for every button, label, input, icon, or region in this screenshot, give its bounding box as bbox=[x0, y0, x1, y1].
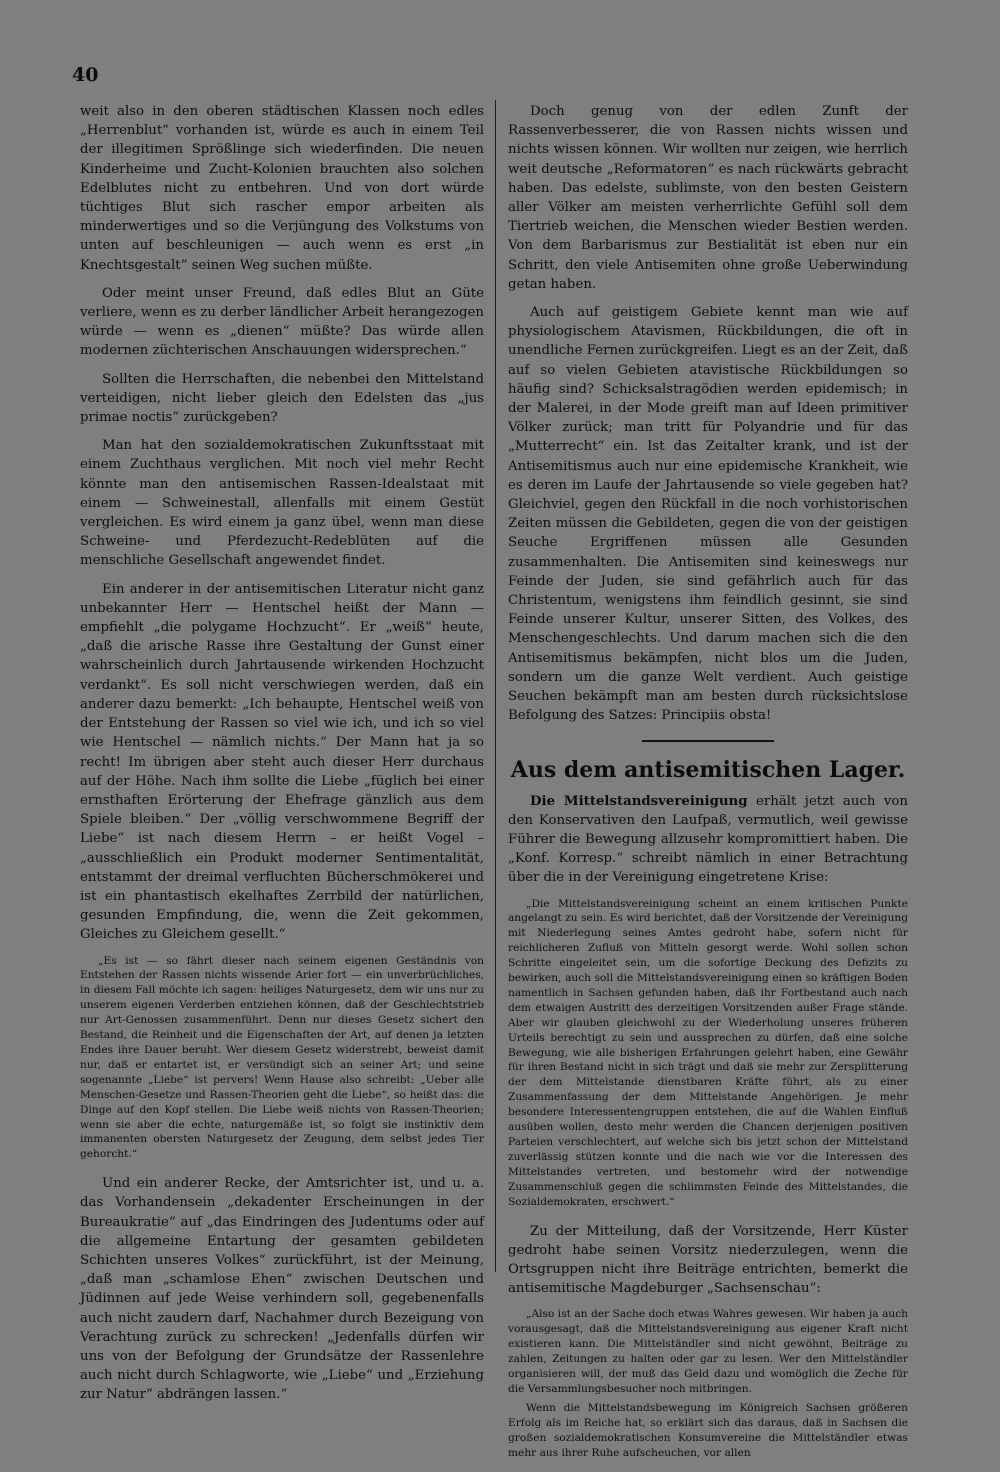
page-number: 40 bbox=[72, 64, 99, 86]
section-heading: Aus dem antisemitischen Lager. bbox=[510, 756, 906, 783]
paragraph: Sollten die Herrschaften, die nebenbei den Mittelstand verteidigen, nicht lieber gleich den Edelsten das „jus primae noctis“ zurückgeben? bbox=[80, 371, 484, 426]
block-quote: „Also ist an der Sache doch etwas Wahres gewesen. Wir haben ja auch vorausgesagt, daß die Mittelstandsvereinigung aus eigener Kraft nicht existieren kann. Die Mittelständler sind nicht gewöhnt, Beiträge zu zahlen, Zeitungen zu halten oder gar zu lesen. Wer den Mittelständler organisieren will, der muß das Geld dazu und womöglich die Zeche für die Versammlungsbesucher noch mitbringen. bbox=[508, 1308, 908, 1395]
lead-paragraph bbox=[508, 792, 908, 888]
paragraph: Und ein anderer Recke, der Amtsrichter ist, und u. a. das Vorhandensein „dekadenter Erscheinungen in der Bureaukratie“ auf „das Eindringen des Judentums oder auf die allgemeine Entartung der gesamten gebildeten Schichten unseres Volkes“ zurückführt, ist der Meinung, „daß man „schamlose Ehen“ zwischen Deutschen und Jüdinnen auf jede Weise verhindern soll, gegebenenfalls auch nicht zaudern darf, Nachahmer durch Bezeigung von Verachtung zurück zu schrecken! „Jedenfalls dürfen wir uns von der Befolgung der Grundsätze der Rassenlehre auch nicht durch Schlagworte, wie „Liebe“ und „Erziehung zur Natur“ abdrängen lassen.“ bbox=[80, 1176, 484, 1403]
paragraph: Oder meint unser Freund, daß edles Blut an Güte verliere, wenn es zu derber ländlicher Arbeit herangezogen würde — wenn es „dienen“ müßte? Das würde allen modernen züchterischen Anschauungen widersprechen.“ bbox=[80, 285, 484, 359]
section-divider bbox=[642, 740, 774, 742]
paragraph: Auch auf geistigem Gebiete kennt man wie auf physiologischem Atavismen, Rückbildungen, die oft in unendliche Fernen zurückgreifen. Liegt es an der Zeit, daß auf so vielen Gebieten atavistische Rückbildungen so häufig sind? Schicksalstragödien werden epidemisch; in der Malerei, in der Mode greift man auf Ideen primitiver Völker zurück; man tritt für Polyandrie und für das „Mutterrecht“ ein. Ist das Zeitalter krank, und ist der Antisemitismus auch nur eine epidemische Krankheit, wie es deren im Laufe der Jahrtausende so viele gegeben hat? Gleichviel, gegen den Rückfall in die noch vorhistorischen Zeiten müssen die Gebildeten, gegen die von der geistigen Seuche Ergriffenen müssen alle Gesunden zusammenhalten. Die Antisemiten sind keineswegs nur Feinde der Juden, sie sind gefährlich auch für das Christentum, wenigstens ihm feindlich gesinnt, sie sind Feinde unserer Kultur, unserer Sitten, des Volkes, des Menschengeschlechts. Und darum machen sich die den Antisemitismus bekämpfen, nicht blos um die Juden, sondern um die ganze Welt verdient. Auch geistige Seuchen bekämpft man am besten durch rücksichtslose Befolgung des Satzes: Principiis obsta! bbox=[508, 305, 908, 724]
block-quote: Wenn die Mittelstandsbewegung im Königreich Sachsen größeren Erfolg als im Reiche hat, so erklärt sich das daraus, daß in Sachsen die großen sozialdemokratischen Konsumvereine die Mittelständler etwas mehr aus ihrer Ruhe aufscheuchen, vor allen bbox=[508, 1401, 908, 1459]
paragraph: Doch genug von der edlen Zunft der Rassenverbesserer, die von Rassen nichts wissen und nichts wissen können. Wir wollten nur zeigen, wie herrlich weit deutsche „Reformatoren“ es nach rückwärts gebracht haben. Das edelste, sublimste, von den besten Geistern aller Völker am meisten verherrlichte Gefühl soll dem Tiertrieb weichen, die Menschen wieder Bestien werden. Von dem Barbarismus zur Bestialität ist eben nur ein Schritt, den viele Antisemiten ohne große Ueberwindung getan haben. bbox=[508, 104, 908, 292]
left-column bbox=[80, 102, 484, 1414]
paragraph: Ein anderer in der antisemitischen Literatur nicht ganz unbekannter Herr — Hentschel heißt der Mann — empfiehlt „die polygame Hochzucht“. Er „weiß“ heute, „daß die arische Rasse ihre Gestaltung der Gunst einer wahrscheinlich durch Jahrtausende wirkenden Hochzucht verdankt“. Es soll nicht verschwiegen werden, daß ein anderer dazu bemerkt: „Ich behaupte, Hentschel weiß von der Entstehung der Rassen so viel wie ich, und ich so viel wie Hentschel — nämlich nichts.“ Der Mann hat ja so recht! Im übrigen aber steht auch dieser Herr durchaus auf der Höhe. Nach ihm sollte die Liebe „füglich bei einer ernsthaften Erörterung der Ehefrage gänzlich aus dem Spiele bleiben.“ Der „völlig verschwommene Begriff der Liebe“ ist nach diesem Herrn – er heißt Vogel – „ausschließlich ein Produkt moderner Sentimentalität, entstammt der dreimal verfluchten Bücherschmökerei und ist ein phantastisch ekelhaftes Zerrbild der natürlichen, gesunden Empfindung, die, wenn die Zeit gekommen, Gleiches zu Gleichem gesellt.“ bbox=[80, 581, 484, 943]
paragraph: weit also in den oberen städtischen Klassen noch edles „Herrenblut“ vorhanden ist, würde es auch in einem Teil der illegitimen Sprößlinge sich wiederfinden. Die neuen Kinderheime und Zucht-Kolonien brauchten also solchen Edelblutes nicht zu entbehren. Und von dort würde tüchtiges Blut sich rascher empor arbeiten als minderwertiges und so die Verjüngung des Volkstums von unten auf beschleunigen — auch wenn es erst „in Knechtsgestalt“ seinen Weg suchen müßte. bbox=[80, 104, 484, 273]
paragraph: Man hat den sozialdemokratischen Zukunftsstaat mit einem Zuchthaus verglichen. Mit noch viel mehr Recht könnte man den antisemischen Rassen-Idealstaat mit einem — Schweinestall, allenfalls mit einem Gestüt vergleichen. Es wird einem ja ganz übel, wenn man diese Schweine- und Pferdezucht-Redeblüten auf die menschliche Gesellschaft angewendet findet. bbox=[80, 438, 484, 569]
block-quote: „Es ist — so fährt dieser nach seinem eigenen Geständnis von Entstehen der Rassen nichts wissende Arier fort — ein unverbrüchliches, in diesem Fall möchte ich sagen: heiliges Naturgesetz, dem wir uns nur zu unserem eigenen Verderben entziehen können, daß der Geschlechtstrieb nur Art-Genossen zusammenführt. Denn nur dieses Gesetz sichert den Bestand, die Reinheit und die Eigenschaften der Art, auf denen ja letzten Endes ihre Dauer beruht. Wer diesem Gesetz widerstrebt, beweist damit nur, daß er entartet ist, er versündigt sich an seiner Art; und seine sogenannte „Liebe“ ist pervers! Wenn Hause also schreibt: „Ueber alle Menschen-Gesetze und Rassen-Theorien geht die Liebe“, so heißt das: die Dinge auf den Kopf stellen. Die Liebe weiß nichts von Rassen-Theorien; wenn sie aber die echte, naturgemäße ist, so folgt sie instinktiv dem immanenten obersten Naturgesetz der Zeugung, dem selbst jedes Tier gehorcht.“ bbox=[80, 954, 484, 1161]
lead-term: Die Mittelstandsvereinigung bbox=[530, 793, 748, 809]
paragraph: Zu der Mitteilung, daß der Vorsitzende, Herr Küster gedroht habe seinen Vorsitz niederzulegen, wenn die Ortsgruppen nicht ihre Beiträge entrichten, bemerkt die antisemitische Magdeburger „Sachsenschau“: bbox=[508, 1223, 908, 1297]
right-column bbox=[508, 102, 908, 1472]
lead-text: erhält jetzt auch von den Konservativen den Laufpaß, vermutlich, weil gewisse Führer die Bewegung allzusehr kompromittiert haben. Die „Konf. Korresp.“ schreibt nämlich in einer Betrachtung über die in der Vereinigung eingetretene Krise: bbox=[508, 793, 908, 886]
column-divider bbox=[495, 100, 496, 1272]
block-quote: „Die Mittelstandsvereinigung scheint an einem kritischen Punkte angelangt zu sein. Es wird berichtet, daß der Vorsitzende der Vereinigung mit Niederlegung seines Amtes gedroht habe, sofern nicht für reichlicheren Zufluß von Mitteln gesorgt werde. Wohl sollen schon Schritte eingeleitet sein, um die sofortige Deckung des Defizits zu bewirken, auch soll die Mittelstandsvereinigung einen so kräftigen Boden namentlich in Sachsen gefunden haben, daß ihr Fortbestand auch nach dem etwaigen Austritt des derzeitigen Vorsitzenden außer Frage stände. Aber wir glauben gleichwohl zu der Wiederholung unseres früheren Urteils berechtigt zu sein und aussprechen zu dürfen, daß eine solche Bewegung, wie alle bisherigen Erfahrungen gelehrt haben, eine Gewähr für ihren Bestand nicht in sich trägt und daß sie mehr zur Zersplitterung der dem Mittelstande dienstbaren Kräfte führt, als zu einer Zusammenfassung der dem Mittelstande Angehörigen. Je mehr besondere Interessentengruppen entstehen, die auf die Wahlen Einfluß ausüben wollen, desto mehr werden die Chancen derjenigen positiven Parteien verschlechtert, auf welche sich bis jetzt schon der Mittelstand zuverlässig stützen konnte und die nach wie vor die Interessen des Mittelstandes vertreten, und bestomehr wird der notwendige Zusammenschluß gegen die schlimmsten Feinde des Mittelstandes, die Sozialdemokraten, erschwert.“ bbox=[508, 897, 908, 1208]
